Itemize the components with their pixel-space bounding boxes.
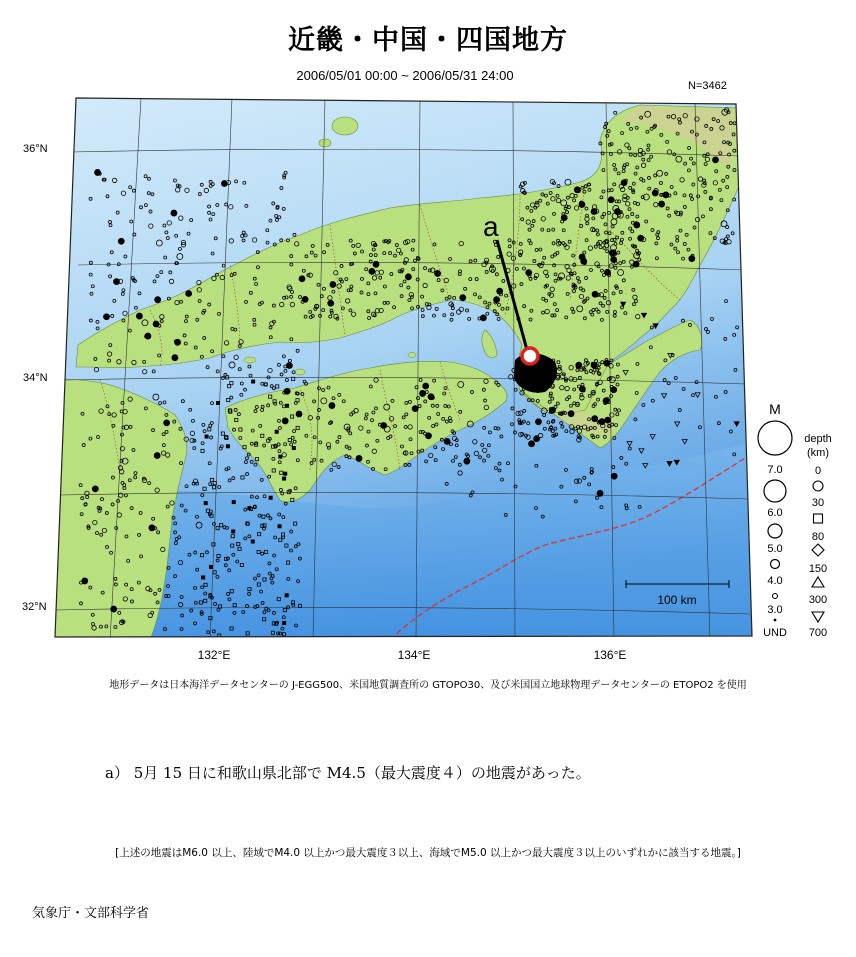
legend-mag-circle-7	[758, 421, 792, 455]
terrain-data-credit: 地形データは日本海洋データセンターの J-EGG500、米国地質調査所の GTOPO30、及び米国国立地球物理データセンターの ETOPO2 を使用	[109, 680, 747, 691]
event-note-a: a） 5月 15 日に和歌山県北部で M4.5（最大震度４）の地震があった。	[105, 764, 591, 782]
legend-depth-inverted-triangle-icon	[812, 612, 824, 622]
epicenter-circle-marker	[576, 362, 582, 368]
epicenter-square-marker	[226, 445, 229, 448]
legend-depth-circle-icon	[813, 481, 823, 491]
epicenter-square-marker	[292, 446, 295, 449]
epicenter-square-marker	[252, 380, 255, 383]
legend-mag-circle-6	[764, 480, 786, 502]
epicenter-circle-marker	[611, 257, 617, 263]
epicenter-square-marker	[285, 404, 288, 407]
epicenter-circle-marker	[356, 455, 362, 461]
epicenter-circle-marker	[172, 355, 178, 361]
legend-mag-5: 5.0	[767, 543, 783, 555]
period-label: 2006/05/01 00:00 ~ 2006/05/31 24:00	[296, 68, 514, 83]
epicenter-square-marker	[279, 455, 282, 458]
epicenter-circle-marker	[535, 419, 541, 425]
epicenter-circle-marker	[328, 300, 334, 306]
lon-label-134: 134°E	[397, 648, 431, 662]
epicenter-circle-marker	[529, 441, 535, 447]
epicenter-circle-marker	[435, 270, 441, 276]
inland-sea-island	[408, 353, 416, 358]
legend-depth-150: 150	[808, 563, 828, 575]
lon-label-136: 136°E	[593, 648, 627, 662]
epicenter-circle-marker	[713, 157, 719, 163]
inland-sea-island	[244, 357, 256, 363]
legend-depth-square-icon	[814, 514, 823, 523]
lat-label-34: 34°N	[23, 372, 48, 384]
epicenter-circle-marker	[549, 407, 555, 413]
epicenter-circle-marker	[92, 486, 98, 492]
event-label-a: a	[483, 211, 499, 242]
epicenter-circle-marker	[480, 315, 486, 321]
epicenter-circle-marker	[605, 417, 611, 423]
epicenter-circle-marker	[118, 238, 124, 244]
epicenter-circle-marker	[154, 452, 160, 458]
epicenter-circle-marker	[591, 362, 597, 368]
epicenter-circle-marker	[405, 274, 411, 280]
epicenter-circle-marker	[638, 235, 644, 241]
epicenter-circle-marker	[420, 390, 426, 396]
epicenter-square-marker	[283, 621, 286, 624]
epicenter-square-marker	[209, 565, 212, 568]
epicenter-circle-marker	[175, 339, 181, 345]
epicenter-circle-marker	[284, 388, 290, 394]
event-count: N=3462	[688, 80, 727, 92]
epicenter-circle-marker	[689, 256, 695, 262]
epicenter-circle-marker	[369, 268, 375, 274]
epicenter-square-marker	[282, 477, 285, 480]
epicenter-square-marker	[275, 430, 278, 433]
epicenter-circle-marker	[423, 383, 429, 389]
legend-depth-unit: (km)	[807, 447, 829, 459]
epicenter-circle-marker	[597, 490, 603, 496]
legend-depth-triangle-icon	[812, 577, 824, 587]
epicenter-circle-marker	[136, 313, 142, 319]
legend	[758, 401, 832, 639]
epicenter-circle-marker	[149, 525, 155, 531]
legend-mag-circle-5	[768, 524, 782, 538]
epicenter-circle-marker	[111, 606, 117, 612]
legend-magnitude-title: M	[769, 401, 781, 417]
epicenter-square-marker	[269, 496, 272, 499]
epicenter-circle-marker	[634, 222, 640, 228]
epicenter-circle-marker	[329, 403, 335, 409]
legend-depth-diamond-icon	[812, 544, 824, 556]
epicenter-circle-marker	[659, 201, 665, 207]
epicenter-square-marker	[232, 501, 235, 504]
epicenter-circle-marker	[164, 420, 170, 426]
legend-depth-300: 300	[808, 594, 828, 606]
scale-label: 100 km	[657, 593, 697, 607]
epicenter-square-marker	[285, 594, 288, 597]
event-a-marker	[522, 348, 538, 364]
epicenter-circle-marker	[574, 187, 580, 193]
legend-mag-circle-4	[771, 560, 780, 569]
epicenter-circle-marker	[460, 295, 466, 301]
epicenter-square-marker	[205, 435, 208, 438]
legend-depth-80: 80	[811, 531, 825, 543]
legend-depth-700: 700	[808, 627, 828, 639]
lon-label-132: 132°E	[197, 648, 231, 662]
epicenter-circle-marker	[592, 416, 598, 422]
epicenter-square-marker	[202, 576, 205, 579]
epicenter-square-marker	[284, 472, 287, 475]
epicenter-circle-marker	[611, 473, 617, 479]
legend-mag-und: UND	[763, 627, 787, 639]
epicenter-circle-marker	[296, 411, 302, 417]
legend-depth-0: 0	[814, 465, 822, 477]
selection-criteria: [上述の地震はM6.0 以上、陸域でM4.0 以上かつ最大震度３以上、海域でM5.0 以上かつ最大震度３以上のいずれかに該当する地震。]	[115, 847, 741, 859]
epicenter-circle-marker	[381, 423, 387, 429]
oki-island	[332, 117, 358, 135]
legend-depth-30: 30	[811, 497, 825, 509]
epicenter-circle-marker	[604, 360, 610, 366]
epicenter-circle-marker	[302, 296, 308, 302]
epicenter-circle-marker	[608, 197, 614, 203]
page-title: 近畿・中国・四国地方	[288, 25, 568, 56]
epicenter-square-marker	[232, 530, 235, 533]
epicenter-square-marker	[278, 525, 281, 528]
epicenter-circle-marker	[611, 387, 617, 393]
epicenter-circle-marker	[428, 394, 434, 400]
oki-island-small	[319, 139, 331, 147]
epicenter-circle-marker	[373, 261, 379, 267]
lat-label-36: 36°N	[23, 143, 48, 155]
epicenter-circle-marker	[330, 282, 336, 288]
legend-mag-circle-3	[773, 594, 778, 599]
epicenter-circle-marker	[155, 297, 161, 303]
epicenter-circle-marker	[464, 458, 470, 464]
legend-mag-6: 6.0	[767, 507, 783, 519]
lat-label-32: 32°N	[22, 601, 47, 613]
legend-mag-dot-und	[774, 619, 777, 622]
epicenter-circle-marker	[104, 314, 110, 320]
epicenter-square-marker	[204, 502, 207, 505]
epicenter-square-marker	[251, 540, 254, 543]
epicenter-circle-marker	[282, 418, 288, 424]
epicenter-circle-marker	[286, 362, 292, 368]
epicenter-circle-marker	[412, 406, 418, 412]
epicenter-circle-marker	[171, 210, 177, 216]
agency-credit: 気象庁・文部科学省	[32, 906, 150, 921]
legend-mag-7: 7.0	[767, 464, 783, 476]
epicenter-square-marker	[248, 507, 251, 510]
legend-depth-title: depth	[804, 433, 832, 445]
legend-mag-4: 4.0	[767, 575, 783, 587]
epicenter-circle-marker	[568, 411, 574, 417]
epicenter-circle-marker	[444, 438, 450, 444]
legend-mag-3: 3.0	[767, 604, 783, 616]
epicenter-circle-marker	[497, 288, 503, 294]
inland-sea-island	[295, 369, 305, 375]
epicenter-square-marker	[216, 401, 219, 404]
epicenter-circle-marker	[186, 291, 192, 297]
epicenter-circle-marker	[145, 333, 151, 339]
